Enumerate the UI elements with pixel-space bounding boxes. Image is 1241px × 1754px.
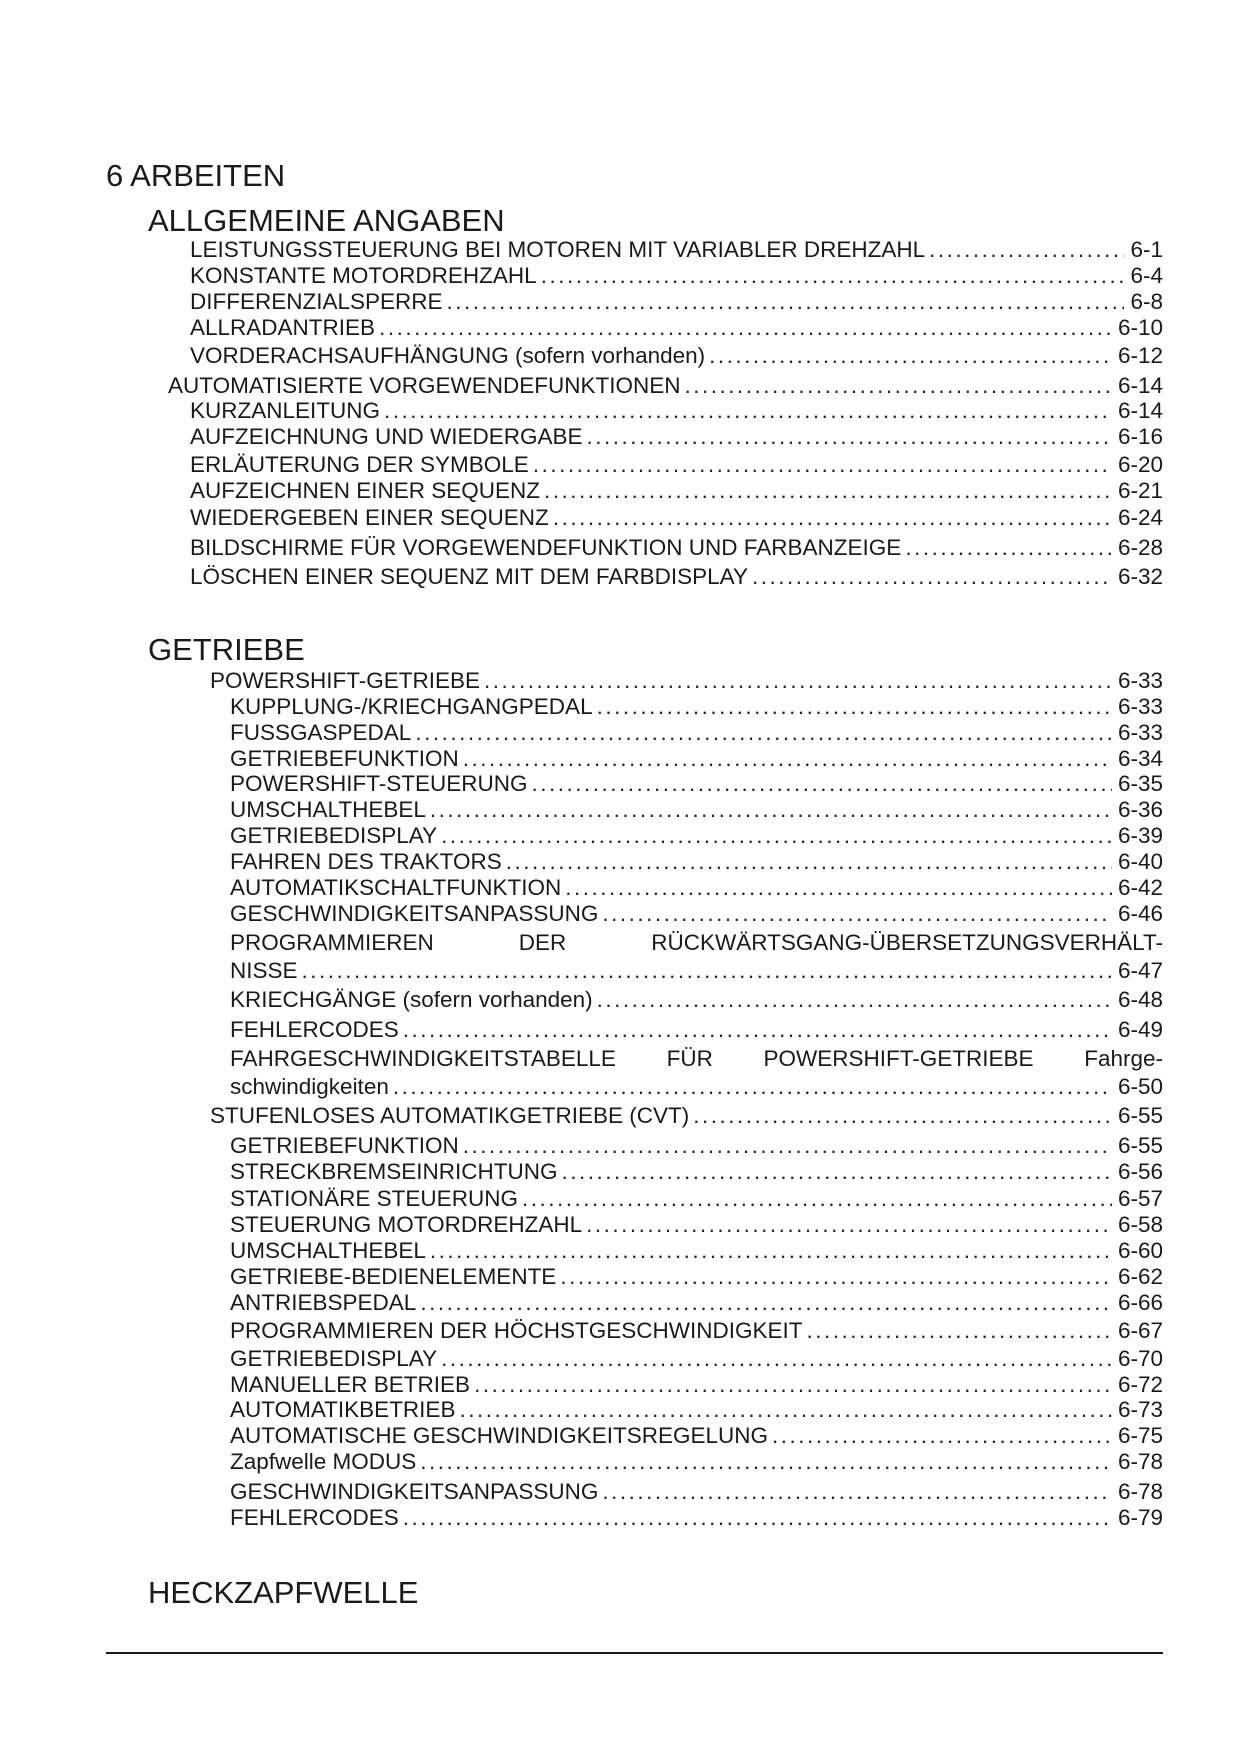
toc-entry[interactable]	[230, 849, 1163, 875]
toc-entry-page: 6-14	[1117, 373, 1163, 398]
toc-entry-page: 6-8	[1130, 289, 1163, 314]
toc-entry-page: 6-10	[1117, 315, 1163, 340]
toc-entry-page: 6-70	[1117, 1346, 1163, 1371]
toc-entry-title: KRIECHGÄNGE (sofern vorhanden)	[230, 987, 593, 1012]
dot-leader	[709, 343, 1112, 369]
toc-entry-page: 6-4	[1130, 263, 1163, 288]
toc-entry-title: LÖSCHEN EINER SEQUENZ MIT DEM FARBDISPLAY	[190, 564, 749, 589]
dot-leader	[565, 875, 1112, 901]
toc-entry-title: GETRIEBEDISPLAY	[230, 823, 438, 848]
toc-entry-title: BILDSCHIRME FÜR VORGEWENDEFUNKTION UND FARBANZEIGE	[190, 535, 902, 560]
toc-entry[interactable]	[230, 1133, 1163, 1159]
toc-entry-title: STRECKBREMSEINRICHTUNG	[230, 1159, 558, 1184]
dot-leader	[420, 1290, 1112, 1316]
toc-entry-title: STUFENLOSES AUTOMATIKGETRIEBE (CVT)	[210, 1103, 690, 1128]
dot-leader	[379, 315, 1112, 341]
toc-entry[interactable]	[230, 1397, 1163, 1423]
toc-entry-page: 6-55	[1117, 1103, 1163, 1128]
toc-entry-title: POWERSHIFT-GETRIEBE	[210, 668, 481, 693]
toc-entry-title: GESCHWINDIGKEITSANPASSUNG	[230, 901, 599, 926]
toc-entry-page: 6-46	[1117, 901, 1163, 926]
toc-entry-title: KONSTANTE MOTORDREHZAHL	[190, 263, 537, 288]
toc-entry-page: 6-57	[1117, 1186, 1163, 1211]
toc-entry-page: 6-50	[1117, 1074, 1163, 1099]
toc-entry-page: 6-16	[1117, 424, 1163, 449]
toc-entry-title: FEHLERCODES	[230, 1017, 399, 1042]
toc-entry-title: GETRIEBEFUNKTION	[230, 746, 459, 771]
dot-leader	[441, 823, 1112, 849]
toc-entry[interactable]	[168, 373, 1163, 399]
footer-rule	[106, 1652, 1163, 1654]
toc-entry-page: 6-78	[1117, 1479, 1163, 1504]
toc-entry[interactable]	[230, 1264, 1163, 1290]
dot-leader	[685, 373, 1112, 399]
toc-entry[interactable]	[230, 771, 1163, 797]
dot-leader	[807, 1318, 1112, 1344]
toc-entry[interactable]	[230, 901, 1163, 927]
toc-entry-page: 6-24	[1117, 505, 1163, 530]
toc-entry-title: STEUERUNG MOTORDREHZAHL	[230, 1212, 583, 1237]
dot-leader	[560, 1264, 1112, 1290]
toc-entry[interactable]	[230, 1186, 1163, 1212]
toc-entry-page: 6-20	[1117, 452, 1163, 477]
toc-entry-title: KURZANLEITUNG	[190, 398, 381, 423]
toc-entry[interactable]	[230, 1212, 1163, 1238]
toc-entry-title: AUTOMATISIERTE VORGEWENDEFUNKTIONEN	[168, 373, 681, 398]
toc-entry[interactable]	[230, 1505, 1163, 1531]
toc-entry-page: 6-35	[1117, 771, 1163, 796]
dot-leader	[602, 1479, 1112, 1505]
toc-entry-title: MANUELLER BETRIEB	[230, 1372, 471, 1397]
dot-leader	[430, 1238, 1112, 1264]
dot-leader	[597, 694, 1112, 720]
dot-leader	[441, 1346, 1112, 1372]
dot-leader	[506, 849, 1112, 875]
toc-entry-title: AUTOMATIKSCHALTFUNKTION	[230, 875, 562, 900]
toc-entry-page: 6-1	[1130, 237, 1163, 262]
toc-entry-page: 6-33	[1117, 720, 1163, 745]
toc-entry[interactable]	[230, 1017, 1163, 1043]
toc-entry-page: 6-60	[1117, 1238, 1163, 1263]
toc-entry-title: FUSSGASPEDAL	[230, 720, 412, 745]
toc-entry-title: PROGRAMMIEREN DER HÖCHSTGESCHWINDIGKEIT	[230, 1318, 803, 1343]
toc-entry[interactable]	[190, 315, 1163, 341]
dot-leader	[447, 289, 1125, 315]
toc-entry-page: 6-14	[1117, 398, 1163, 423]
toc-entry-title: AUTOMATIKBETRIEB	[230, 1397, 456, 1422]
toc-entry-page: 6-66	[1117, 1290, 1163, 1315]
toc-entry-title: GETRIEBEFUNKTION	[230, 1133, 459, 1158]
dot-leader	[384, 398, 1112, 424]
toc-entry-title: FEHLERCODES	[230, 1505, 399, 1530]
toc-entry[interactable]	[230, 720, 1163, 746]
toc-entry[interactable]	[230, 1449, 1163, 1475]
dot-leader	[602, 901, 1112, 927]
toc-entry-title: VORDERACHSAUFHÄNGUNG (sofern vorhanden)	[190, 343, 706, 368]
toc-entry-page: 6-39	[1117, 823, 1163, 848]
toc-entry[interactable]	[230, 797, 1163, 823]
toc-entry-page: 6-67	[1117, 1318, 1163, 1343]
chapter-title: 6 ARBEITEN	[106, 158, 286, 193]
toc-entry-page: 6-34	[1117, 746, 1163, 771]
dot-leader	[459, 1397, 1112, 1423]
toc-entry-title: Zapfwelle MODUS	[230, 1449, 417, 1474]
section-getriebe: GETRIEBE	[148, 632, 305, 667]
toc-entry[interactable]	[230, 1290, 1163, 1316]
toc-entry-title: FAHREN DES TRAKTORS	[230, 849, 502, 874]
dot-leader	[393, 1074, 1112, 1100]
dot-leader	[533, 452, 1112, 478]
section-allgemeine-angaben: ALLGEMEINE ANGABEN	[148, 203, 505, 238]
toc-entry-title: UMSCHALTHEBEL	[230, 1238, 426, 1263]
toc-entry-title: WIEDERGEBEN EINER SEQUENZ	[190, 505, 549, 530]
toc-entry[interactable]	[230, 1346, 1163, 1372]
toc-entry-page: 6-79	[1117, 1505, 1163, 1530]
dot-leader	[403, 1017, 1112, 1043]
wrap-word: Fahrge-	[1084, 1046, 1163, 1071]
toc-entry[interactable]	[210, 668, 1163, 694]
toc-entry-page: 6-72	[1117, 1372, 1163, 1397]
dot-leader	[752, 564, 1112, 590]
toc-entry[interactable]	[190, 424, 1163, 450]
toc-entry-page: 6-78	[1117, 1449, 1163, 1474]
toc-entry-page: 6-62	[1117, 1264, 1163, 1289]
toc-entry[interactable]	[190, 289, 1163, 315]
dot-leader	[772, 1423, 1112, 1449]
toc-entry[interactable]	[230, 746, 1163, 772]
dot-leader	[403, 1505, 1112, 1531]
toc-entry-page: 6-42	[1117, 875, 1163, 900]
toc-entry-title: LEISTUNGSSTEUERUNG BEI MOTOREN MIT VARIABLER DREHZAHL	[190, 237, 926, 262]
toc-entry-title: ALLRADANTRIEB	[190, 315, 376, 340]
toc-entry-title: GETRIEBE-BEDIENELEMENTE	[230, 1264, 557, 1289]
section-heckzapfwelle: HECKZAPFWELLE	[148, 1575, 419, 1610]
dot-leader	[302, 958, 1112, 984]
dot-leader	[587, 424, 1112, 450]
toc-entry[interactable]	[230, 987, 1163, 1013]
toc-entry[interactable]	[190, 505, 1163, 531]
toc-entry-wrapped-line[interactable]	[230, 1046, 1163, 1072]
toc-entry-wrapped-line[interactable]	[230, 930, 1163, 956]
toc-entry[interactable]	[230, 1074, 1163, 1100]
dot-leader	[929, 237, 1124, 263]
dot-leader	[693, 1103, 1112, 1129]
dot-leader	[415, 720, 1112, 746]
dot-leader	[474, 1372, 1112, 1398]
toc-entry-title: STATIONÄRE STEUERUNG	[230, 1186, 518, 1211]
toc-entry[interactable]	[230, 1372, 1163, 1398]
dot-leader	[484, 668, 1112, 694]
toc-entry[interactable]	[230, 875, 1163, 901]
toc-entry-title: GESCHWINDIGKEITSANPASSUNG	[230, 1479, 599, 1504]
toc-entry-page: 6-49	[1117, 1017, 1163, 1042]
toc-entry[interactable]	[230, 1159, 1163, 1185]
toc-entry-page: 6-33	[1117, 694, 1163, 719]
toc-entry-title: DIFFERENZIALSPERRE	[190, 289, 443, 314]
toc-entry[interactable]	[190, 452, 1163, 478]
wrap-word: POWERSHIFT-GETRIEBE	[763, 1046, 1034, 1071]
toc-entry[interactable]	[230, 694, 1163, 720]
dot-leader	[544, 478, 1112, 504]
toc-entry-page: 6-47	[1117, 958, 1163, 983]
toc-entry-page: 6-48	[1117, 987, 1163, 1012]
dot-leader	[532, 771, 1112, 797]
toc-entry-page: 6-33	[1117, 668, 1163, 693]
dot-leader	[463, 746, 1112, 772]
dot-leader	[541, 263, 1125, 289]
toc-entry-title: schwindigkeiten	[230, 1074, 389, 1099]
toc-entry-page: 6-55	[1117, 1133, 1163, 1158]
dot-leader	[586, 1212, 1112, 1238]
wrap-word: DER	[518, 930, 567, 955]
toc-entry-title: UMSCHALTHEBEL	[230, 797, 426, 822]
wrap-word: PROGRAMMIEREN	[230, 930, 434, 955]
toc-entry-page: 6-56	[1117, 1159, 1163, 1184]
toc-entry-page: 6-21	[1117, 478, 1163, 503]
toc-entry[interactable]	[190, 398, 1163, 424]
toc-entry-title: ERLÄUTERUNG DER SYMBOLE	[190, 452, 529, 477]
dot-leader	[553, 505, 1112, 531]
toc-entry[interactable]	[230, 1479, 1163, 1505]
toc-entry[interactable]	[190, 535, 1163, 561]
toc-entry[interactable]	[190, 343, 1163, 369]
toc-entry-page: 6-58	[1117, 1212, 1163, 1237]
wrap-word: RÜCKWÄRTSGANG-ÜBERSETZUNGSVERHÄLT-	[651, 930, 1163, 955]
wrap-word: FÜR	[666, 1046, 713, 1071]
toc-entry[interactable]	[210, 1103, 1163, 1129]
dot-leader	[562, 1159, 1112, 1185]
toc-entry[interactable]	[190, 237, 1163, 263]
toc-entry-page: 6-40	[1117, 849, 1163, 874]
toc-entry-title: AUFZEICHNUNG UND WIEDERGABE	[190, 424, 583, 449]
toc-entry-title: AUFZEICHNEN EINER SEQUENZ	[190, 478, 541, 503]
dot-leader	[597, 987, 1112, 1013]
dot-leader	[420, 1449, 1112, 1475]
toc-entry-title: AUTOMATISCHE GESCHWINDIGKEITSREGELUNG	[230, 1423, 768, 1448]
toc-entry[interactable]	[230, 958, 1163, 984]
toc-entry[interactable]	[230, 1238, 1163, 1264]
toc-entry[interactable]	[190, 564, 1163, 590]
toc-entry[interactable]	[230, 1318, 1163, 1344]
toc-entry-page: 6-32	[1117, 564, 1163, 589]
wrap-word: FAHRGESCHWINDIGKEITSTABELLE	[230, 1046, 616, 1071]
toc-entry-title: NISSE	[230, 958, 298, 983]
toc-entry-title: ANTRIEBSPEDAL	[230, 1290, 417, 1315]
dot-leader	[430, 797, 1112, 823]
toc-entry-title: KUPPLUNG-/KRIECHGANGPEDAL	[230, 694, 593, 719]
dot-leader	[522, 1186, 1112, 1212]
toc-entry[interactable]	[230, 1423, 1163, 1449]
toc-entry-title: POWERSHIFT-STEUERUNG	[230, 771, 528, 796]
toc-entry-page: 6-73	[1117, 1397, 1163, 1422]
dot-leader	[463, 1133, 1112, 1159]
toc-entry-page: 6-36	[1117, 797, 1163, 822]
toc-entry[interactable]	[190, 478, 1163, 504]
toc-entry-title: GETRIEBEDISPLAY	[230, 1346, 438, 1371]
toc-entry[interactable]	[190, 263, 1163, 289]
dot-leader	[905, 535, 1112, 561]
toc-entry-page: 6-12	[1117, 343, 1163, 368]
toc-entry[interactable]	[230, 823, 1163, 849]
toc-entry-page: 6-28	[1117, 535, 1163, 560]
toc-entry-page: 6-75	[1117, 1423, 1163, 1448]
